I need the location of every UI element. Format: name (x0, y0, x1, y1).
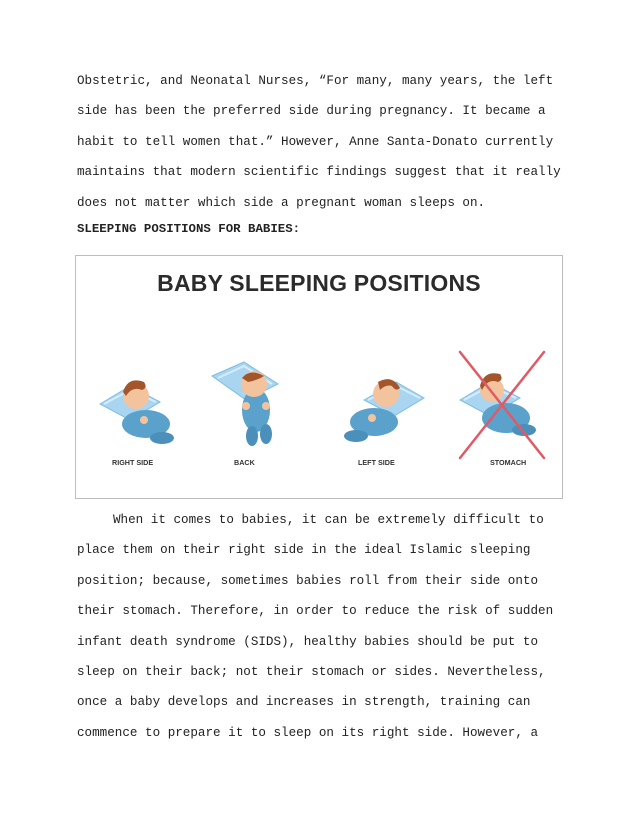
figure-title: BABY SLEEPING POSITIONS (157, 270, 481, 296)
text-line: When it comes to babies, it can be extremely difficult to (113, 513, 544, 527)
baby-stomach-crossed-icon (460, 352, 544, 458)
caption-left-side: LEFT SIDE (358, 458, 395, 467)
text-line: habit to tell women that.” However, Anne Santa-Donato currently (77, 134, 554, 149)
paragraph-pregnancy-sleep (77, 66, 577, 218)
section-heading: SLEEPING POSITIONS FOR BABIES: (77, 222, 301, 236)
text-line: maintains that modern scientific findings suggest that it really (77, 165, 561, 180)
text-line: commence to prepare it to sleep on its right side. However, a (77, 725, 539, 740)
caption-right-side: RIGHT SIDE (112, 458, 154, 467)
baby-sleeping-positions-figure (75, 255, 563, 499)
text-line: side has been the preferred side during pregnancy. It became a (77, 104, 546, 119)
baby-back-icon (212, 362, 278, 446)
paragraph-baby-sleep (77, 505, 577, 748)
baby-left-side-icon (344, 379, 424, 442)
text-line: does not matter which side a pregnant woman sleeps on. (77, 195, 486, 210)
text-line: place them on their right side in the ideal Islamic sleeping (77, 543, 531, 558)
text-line: sleep on their back; not their stomach or sides. Nevertheless, (77, 665, 546, 680)
caption-stomach: STOMACH (490, 458, 527, 467)
caption-back: BACK (234, 458, 255, 467)
text-line: Obstetric, and Neonatal Nurses, “For many, many years, the left (77, 74, 554, 88)
text-line: once a baby develops and increases in strength, training can (77, 695, 531, 710)
text-line: their stomach. Therefore, in order to reduce the risk of sudden (77, 604, 554, 619)
text-line: infant death syndrome (SIDS), healthy babies should be put to (77, 634, 539, 649)
text-line: position; because, sometimes babies roll from their side onto (77, 573, 539, 588)
baby-right-side-icon (100, 380, 174, 444)
